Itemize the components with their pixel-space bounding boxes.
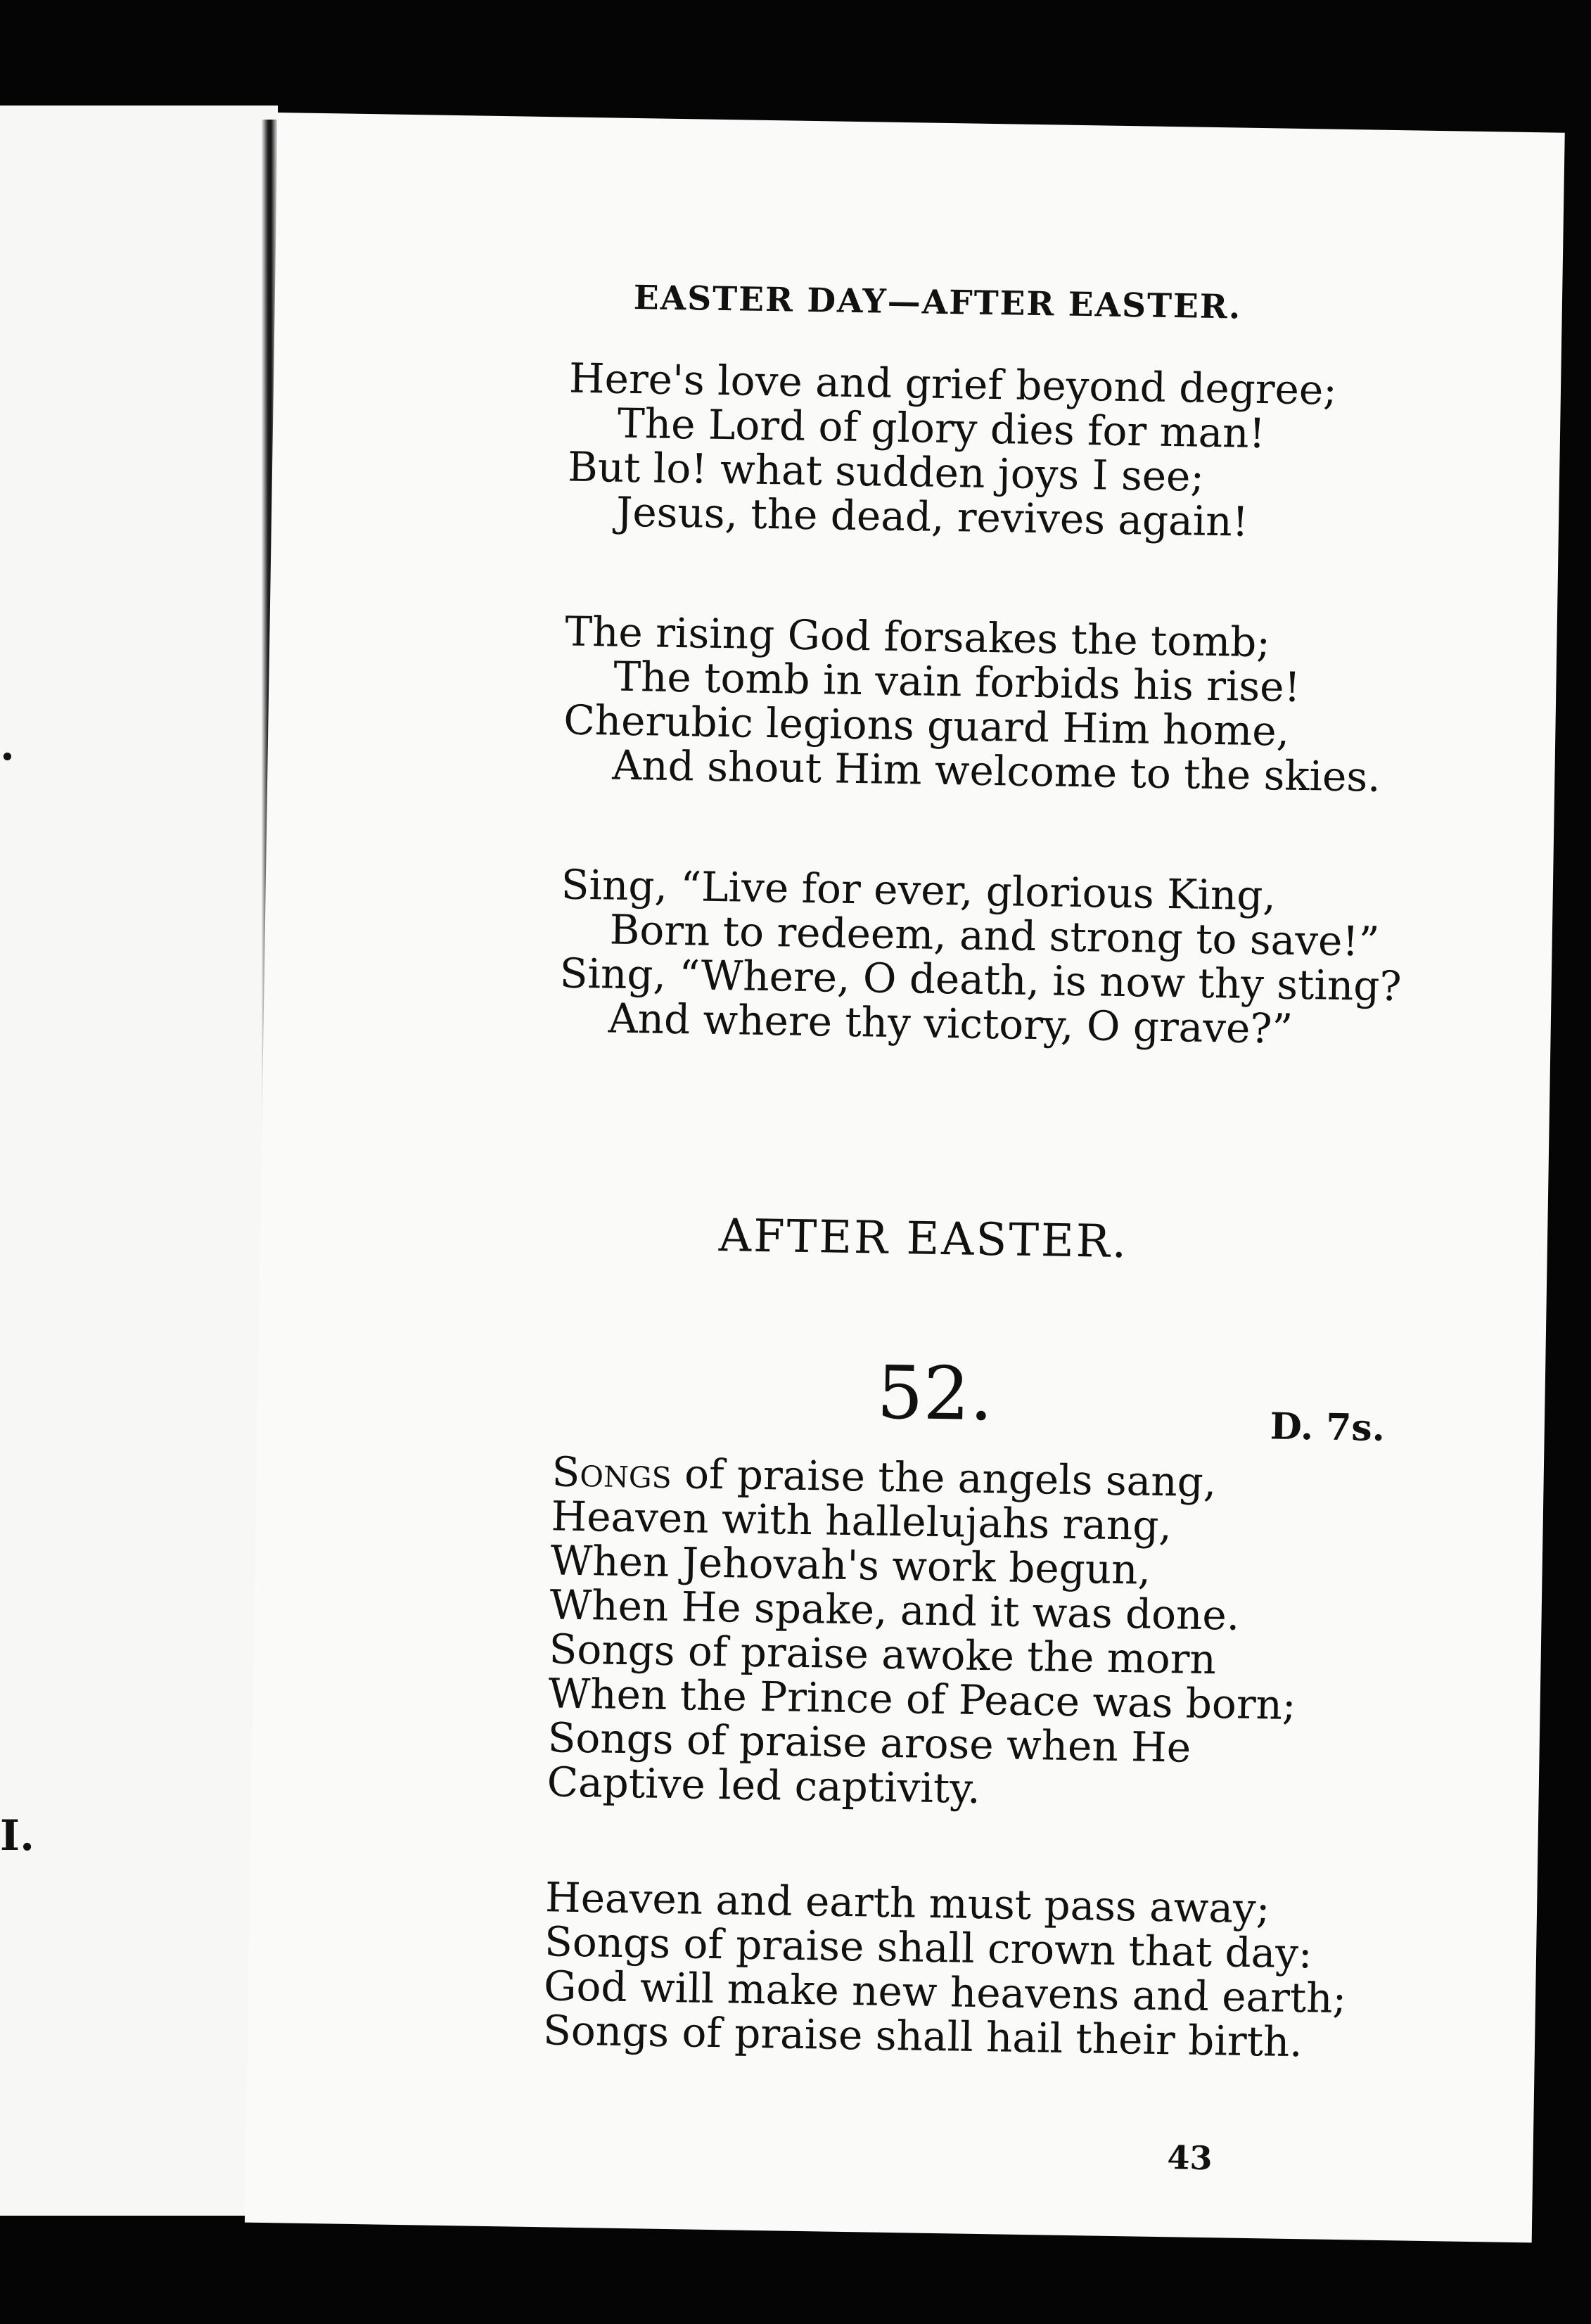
verse-line: Sing, “Where, O death, is now thy sting? [559,949,1402,1011]
verse-line: God will make new heavens and earth; [543,1962,1347,2023]
verse-line: And where thy victory, O grave?” [608,994,1293,1053]
verse-line: The tomb in vain forbids his rise! [613,652,1301,711]
hymn-first-line-rest: of praise the angels sang, [671,1450,1217,1507]
hymn-meter: D. 7s. [1270,1405,1386,1450]
verse-line: When Jehovah's work begun, [550,1536,1151,1594]
section-title: AFTER EASTER. [718,1210,1129,1269]
verse-line: Jesus, the dead, revives again! [615,487,1249,546]
verse-line: And shout Him welcome to the skies. [611,741,1381,801]
verse-line: Cherubic legions guard Him home, [563,696,1290,755]
right-page [245,113,1565,2242]
verse-line: Heaven with hallelujahs rang, [551,1492,1173,1550]
verse-line: But lo! what sudden joys I see; [567,442,1205,501]
hymn-stanza [543,1875,1348,2065]
verse-line: The rising God forsakes the tomb; [564,607,1271,667]
verse-line: Sing, “Live for ever, glorious King, [561,860,1277,920]
left-page-mark: I. [0,1811,34,1860]
verse-line: When He spake, and it was done. [549,1581,1240,1640]
hymn-first-word: Songs [551,1448,672,1498]
verse-line: Heaven and earth must pass away; [544,1873,1270,1933]
left-page [0,106,278,2216]
running-head: EASTER DAY—AFTER EASTER. [633,278,1242,327]
verse-line: Here's love and grief beyond degree; [568,354,1338,414]
left-page-mark: . [0,721,15,770]
verse-line: The Lord of glory dies for man! [617,399,1266,458]
stanza [563,607,1383,801]
page-number: 43 [1167,2138,1213,2178]
verse-line: Songs of praise shall hail their birth. [542,2006,1303,2067]
stanza [558,862,1403,1053]
hymn-number: 52. [876,1349,994,1438]
verse-line: Captive led captivity. [547,1758,981,1813]
verse-line: Born to redeem, and strong to save!” [609,905,1380,966]
verse-line: Songs of praise awoke the morn [549,1625,1217,1684]
stanza [567,354,1338,546]
verse-line: When the Prince of Peace was born; [548,1669,1297,1730]
hymn-stanza [547,1450,1300,1816]
verse-line: Songs of praise shall crown that day: [544,1917,1313,1978]
verse-line: Songs of praise arose when He [547,1713,1191,1772]
